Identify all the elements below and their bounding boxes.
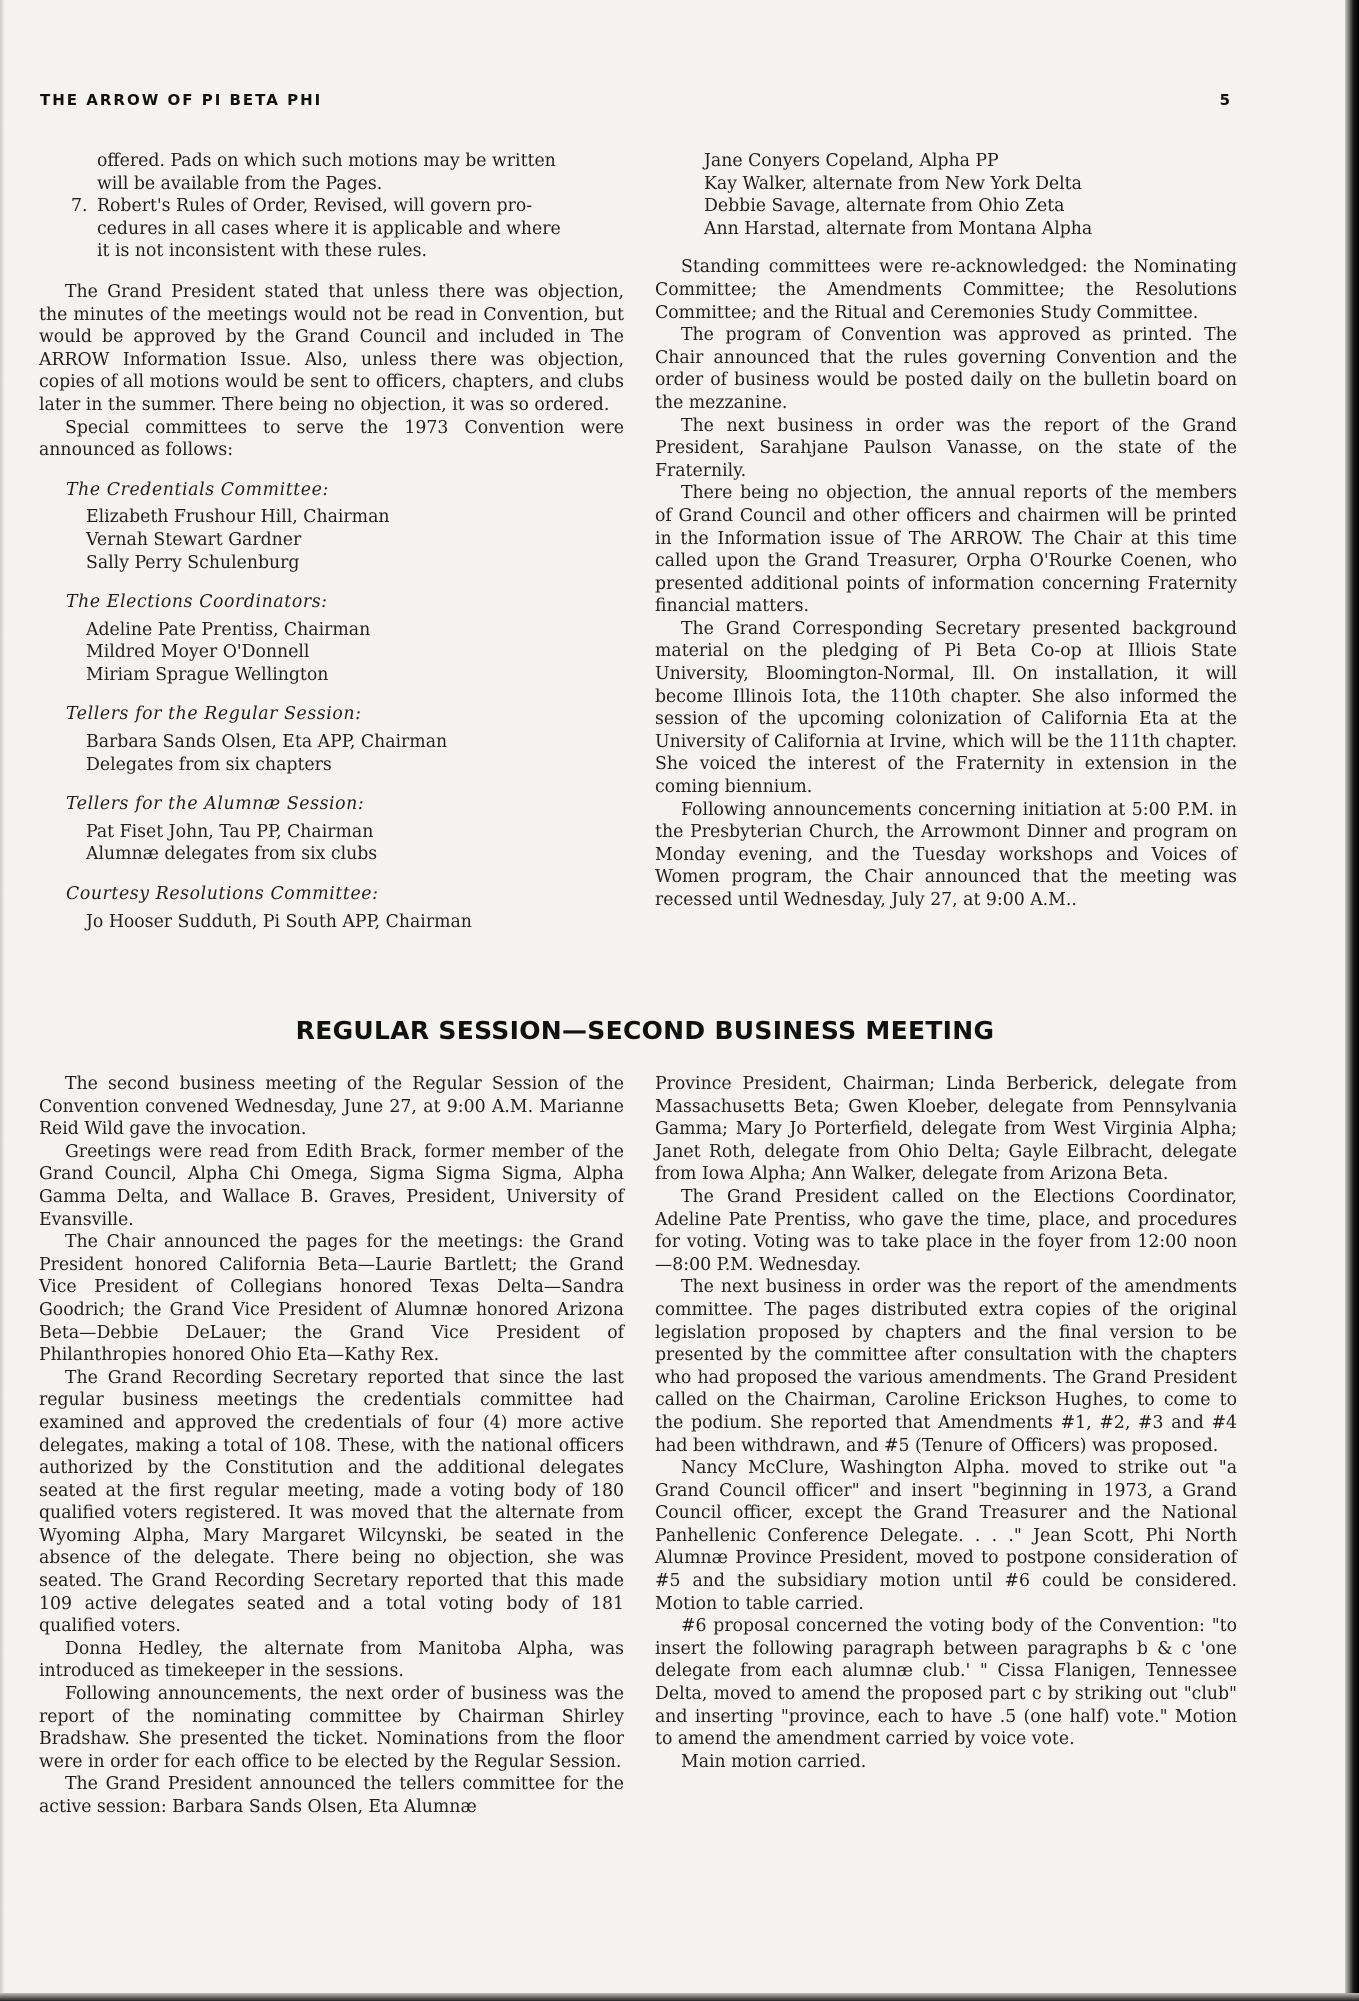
paragraph-convened: The second business meeting of the Regular Session of the Convention convened Wednesday, June 27, at 9:00 A.M. Marianne Reid Wild gave the invocation.	[39, 1074, 624, 1140]
scan-bottom-edge	[0, 1993, 1359, 2001]
member-name: Elizabeth Frushour Hill, Chairman	[86, 507, 390, 528]
rule-6-continuation	[39, 150, 624, 195]
paragraph-pages: The Chair announced the pages for the meetings: the Grand President honored California Beta—Laurie Bartlett; the Grand Vice President of Collegians honored Texas Delta—Sandra Goodrich; the Grand Vice President of Alumnæ honored Arizona Beta—Debbie DeLauer; the Grand Vice President of Philanthropies honored Ohio Eta—Kathy Rex.	[39, 1232, 624, 1366]
member-name: Sally Perry Schulenburg	[86, 552, 300, 573]
paragraph-corresponding-secretary: The Grand Corresponding Secretary presented background material on the pledging of Pi Beta Co-op at Illiois State University, Bloomington-Normal, Ill. On installation, it will become Illinois Iota, the 110th chapter. She also informed the session of the upcoming colonization of California Eta at the University of California at Irvine, which will be the 111th chapter. She voiced the interest of the Fraternity in extension in the coming biennium.	[655, 618, 1237, 798]
top-right-column	[655, 150, 1237, 912]
member-name: Barbara Sands Olsen, Eta APP, Chairman	[86, 732, 448, 753]
member-name: Jo Hooser Sudduth, Pi South APP, Chairman	[86, 911, 472, 932]
paragraph-grand-president-report: The next business in order was the report of the Grand President, Sarahjane Paulson Vanasse, on the state of the Fraternily.	[655, 415, 1237, 481]
paragraph-standing-committees: Standing committees were re-acknowledged: the Nominating Committee; the Amendments Committee; the Resolutions Committee; and the Ritual and Ceremonies Study Committee.	[655, 257, 1237, 323]
page-number: 5	[1219, 91, 1230, 109]
committee-members	[66, 619, 624, 687]
text-line: it is not inconsistent with these rules.	[97, 241, 427, 262]
committee-credentials	[39, 479, 624, 574]
committee-title: Tellers for the Alumnæ Session:	[66, 794, 365, 815]
paragraph-minutes: The Grand President stated that unless there was objection, the minutes of the meetings would not be read in Convention, but would be approved by the Grand Council and included in The ARROW Information Issue. Also, unless there was objection, copies of all motions would be sent to officers, chapters, and clubs later in the summer. There being no objection, it was so ordered.	[39, 281, 624, 415]
committee-tellers-regular	[39, 703, 624, 776]
paragraph-greetings: Greetings were read from Edith Brack, former member of the Grand Council, Alpha Chi Omega, Sigma Sigma Sigma, Alpha Gamma Delta, and Wallace B. Graves, President, University of Evansville.	[39, 1141, 624, 1230]
paragraph-announcements: Following announcements concerning initiation at 5:00 P.M. in the Presbyterian Church, the Arrowmont Dinner and program on Monday evening, and the Tuesday workshops and Voices of Women program, the Chair announced that the meeting was recessed until Wednesday, July 27, at 9:00 A.M..	[655, 799, 1237, 910]
committee-title: The Elections Coordinators:	[66, 592, 328, 613]
bottom-right-column	[655, 1073, 1237, 1773]
paragraph-annual-reports: There being no objection, the annual reports of the members of Grand Council and other officers and chairmen will be printed in the Information issue of The ARROW. The Chair at this time called upon the Grand Treasurer, Orpha O'Rourke Coenen, who presented additional points of information concerning Fraternity financial matters.	[655, 483, 1237, 617]
member-name: Mildred Moyer O'Donnell	[86, 642, 310, 663]
committee-title: Courtesy Resolutions Committee:	[66, 884, 379, 905]
paragraph-proposal-6: #6 proposal concerned the voting body of the Convention: "to insert the following paragraph between paragraphs b & c 'one delegate from each alumnæ club.' " Cissa Flanigen, Tennessee Delta, moved to amend the proposed part c by striking out "club" and inserting "province, each to have .5 (one half) vote." Motion to amend the amendment carried by voice vote.	[655, 1616, 1237, 1750]
member-name: Vernah Stewart Gardner	[86, 529, 302, 550]
scan-left-edge	[0, 0, 5, 2001]
paragraph-elections: The Grand President called on the Elections Coordinator, Adeline Pate Prentiss, who gave the time, place, and procedures for voting. Voting was to take place in the foyer from 12:00 noon—8:00 P.M. Wednesday.	[655, 1186, 1237, 1275]
name-line: Jane Conyers Copeland, Alpha PP	[704, 151, 999, 171]
member-name: Miriam Sprague Wellington	[86, 664, 329, 685]
committee-members	[66, 821, 624, 866]
paragraph-recording-secretary: The Grand Recording Secretary reported that since the last regular business meetings the credentials committee had examined and approved the credentials of four (4) more active delegates, making a total of 108. These, with the national officers authorized by the Constitution and the additional delegates seated at the first regular meeting, made a voting body of 180 qualified voters registered. It was moved that the alternate from Wyoming Alpha, Mary Margaret Wilcynski, be seated in the absence of the delegate. There being no objection, she was seated. The Grand Recording Secretary reported that this made 109 active delegates seated and a total voting body of 181 qualified voters.	[39, 1367, 624, 1637]
rule-7	[39, 195, 624, 263]
paragraph-program: The program of Convention was approved as printed. The Chair announced that the rules governing Convention and the order of business would be posted daily on the bulletin board on the mezzanine.	[655, 325, 1237, 413]
committee-elections	[39, 591, 624, 686]
paragraph-amendments: The next business in order was the report of the amendments committee. The pages distributed extra copies of the original legislation proposed by chapters and the final version to be presented by the committee after consultation with the chapters who had proposed the various amendments. The Grand President called on the Chairman, Caroline Erickson Hughes, to come to the podium. She reported that Amendments #1, #2, #3 and #4 had been withdrawn, and #5 (Tenure of Officers) was proposed.	[655, 1277, 1237, 1456]
committee-tellers-alumnae	[39, 793, 624, 866]
top-left-column	[39, 150, 624, 933]
paragraph-special-committees: Special committees to serve the 1973 Convention were announced as follows:	[39, 417, 624, 461]
member-name: Alumnæ delegates from six clubs	[86, 844, 378, 865]
member-name: Delegates from six chapters	[86, 754, 332, 775]
name-line: Kay Walker, alternate from New York Delta	[704, 173, 1082, 194]
paragraph-timekeeper: Donna Hedley, the alternate from Manitoba Alpha, was introduced as timekeeper in the sessions.	[39, 1638, 624, 1682]
text-line: offered. Pads on which such motions may be written	[97, 151, 556, 171]
bottom-left-column	[39, 1073, 624, 1819]
committee-courtesy-resolutions	[39, 883, 624, 933]
text-line: will be available from the Pages.	[97, 173, 383, 194]
committee-members	[66, 506, 624, 574]
member-name: Adeline Pate Prentiss, Chairman	[86, 619, 371, 640]
section-heading: REGULAR SESSION—SECOND BUSINESS MEETING	[295, 1016, 995, 1045]
paragraph-tellers-continued: Province President, Chairman; Linda Berberick, delegate from Massachusetts Beta; Gwen Kloeber, delegate from Pennsylvania Gamma; Mary Jo Porterfield, delegate from West Virginia Alpha; Janet Roth, delegate from Ohio Delta; Gayle Eilbracht, delegate from Iowa Alpha; Ann Walker, delegate from Arizona Beta.	[655, 1074, 1237, 1185]
name-line: Ann Harstad, alternate from Montana Alpha	[704, 218, 1093, 239]
running-head: THE ARROW OF PI BETA PHI	[40, 91, 323, 109]
name-line: Debbie Savage, alternate from Ohio Zeta	[704, 196, 1065, 217]
scan-right-edge	[1345, 0, 1359, 2001]
name-list	[655, 150, 1237, 240]
text-line: Robert's Rules of Order, Revised, will govern pro-	[97, 196, 533, 217]
committee-title: The Credentials Committee:	[66, 479, 329, 500]
paragraph-nominating: Following announcements, the next order of business was the report of the nominating committee by Chairman Shirley Bradshaw. She presented the ticket. Nominations from the floor were in order for each office to be elected by the Regular Session.	[39, 1684, 624, 1772]
committee-members	[66, 911, 624, 934]
paragraph-tellers: The Grand President announced the tellers committee for the active session: Barbara Sands Olsen, Eta Alumnæ	[39, 1774, 624, 1817]
paragraph-main-motion: Main motion carried.	[681, 1751, 867, 1772]
committee-title: Tellers for the Regular Session:	[66, 704, 362, 725]
member-name: Pat Fiset John, Tau PP, Chairman	[86, 821, 374, 842]
text-line: cedures in all cases where it is applicable and where	[97, 218, 561, 239]
committee-members	[66, 731, 624, 776]
paragraph-mcclure-motion: Nancy McClure, Washington Alpha. moved to strike out "a Grand Council officer" and insert "beginning in 1973, a Grand Council officer, except the Grand Treasurer and the National Panhellenic Conference Delegate. . . ." Jean Scott, Phi North Alumnæ Province President, moved to postpone consideration of #5 and the subsidiary motion until #6 could be considered. Motion to table carried.	[655, 1458, 1237, 1614]
rule-number: 7.	[71, 196, 88, 217]
page-header	[40, 91, 1230, 115]
